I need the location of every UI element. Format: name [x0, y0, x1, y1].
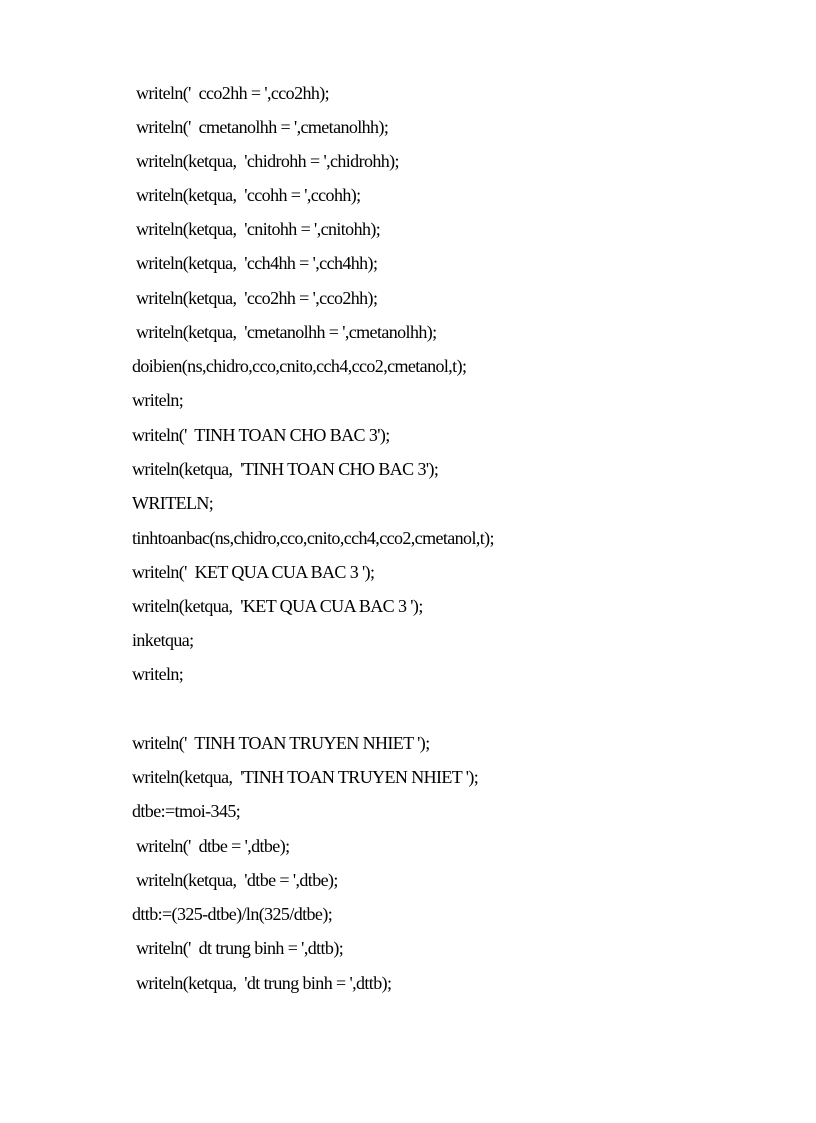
code-line: writeln(ketqua, 'TINH TOAN TRUYEN NHIET '); [132, 767, 479, 787]
code-line: writeln(' dtbe = ',dtbe); [136, 836, 290, 856]
code-line: writeln(ketqua, 'ccohh = ',ccohh); [136, 185, 361, 205]
code-line: tinhtoanbac(ns,chidro,cco,cnito,cch4,cco2,cmetanol,t); [132, 528, 494, 548]
code-line: writeln(ketqua, 'TINH TOAN CHO BAC 3'); [132, 459, 439, 479]
code-line: writeln(ketqua, 'cnitohh = ',cnitohh); [136, 219, 381, 239]
code-line: writeln(' TINH TOAN TRUYEN NHIET '); [132, 733, 430, 753]
code-line: writeln(ketqua, 'chidrohh = ',chidrohh); [136, 151, 399, 171]
code-line: writeln; [132, 664, 184, 684]
code-line: writeln(' cco2hh = ',cco2hh); [136, 83, 330, 103]
code-line: dttb:=(325-dtbe)/ln(325/dtbe); [132, 904, 333, 924]
code-line: inketqua; [132, 630, 194, 650]
code-line: writeln(ketqua, 'dtbe = ',dtbe); [136, 870, 338, 890]
code-line: writeln(' dt trung binh = ',dttb); [136, 938, 344, 958]
code-line: writeln(ketqua, 'cco2hh = ',cco2hh); [136, 288, 378, 308]
code-line: writeln(' KET QUA CUA BAC 3 '); [132, 562, 375, 582]
code-line: writeln(' cmetanolhh = ',cmetanolhh); [136, 117, 389, 137]
code-line: writeln(' TINH TOAN CHO BAC 3'); [132, 425, 390, 445]
code-line: doibien(ns,chidro,cco,cnito,cch4,cco2,cmetanol,t); [132, 356, 467, 376]
code-line: writeln(ketqua, 'KET QUA CUA BAC 3 '); [132, 596, 423, 616]
code-line: writeln(ketqua, 'cmetanolhh = ',cmetanolhh); [136, 322, 437, 342]
code-line: dtbe:=tmoi-345; [132, 801, 241, 821]
code-line: writeln(ketqua, 'dt trung binh = ',dttb); [136, 973, 392, 993]
code-line: writeln(ketqua, 'cch4hh = ',cch4hh); [136, 253, 378, 273]
code-line: writeln; [132, 390, 184, 410]
code-line: WRITELN; [132, 493, 214, 513]
